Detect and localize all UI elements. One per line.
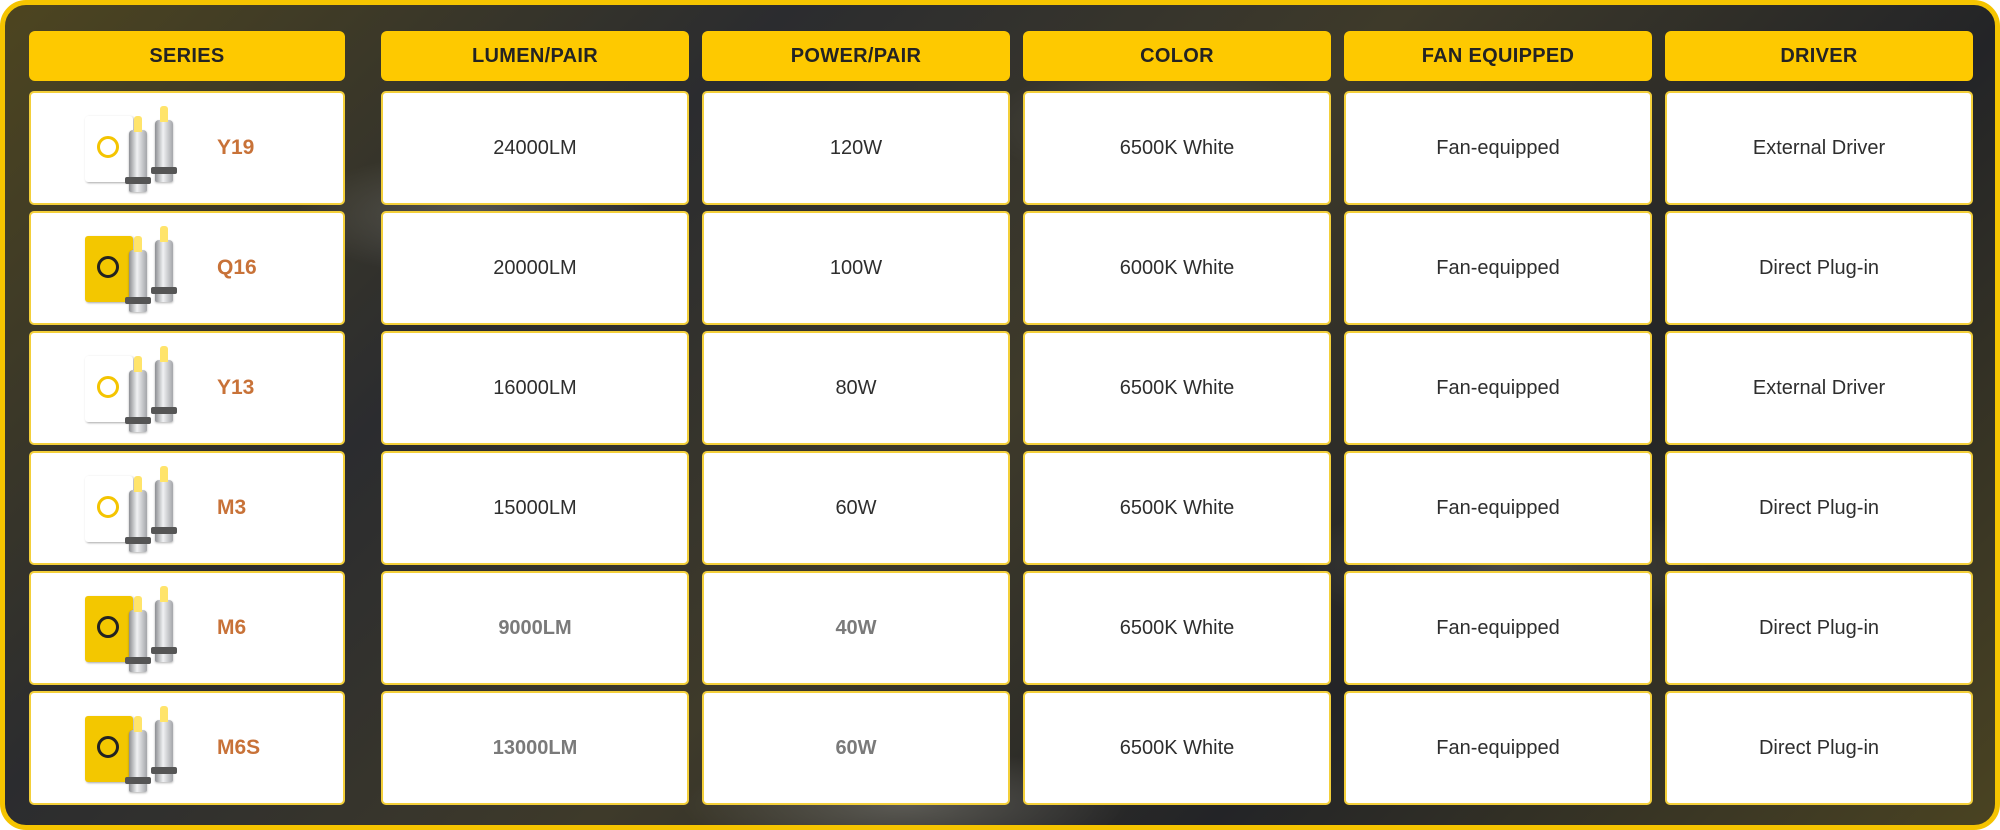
lumen-cell: 16000LM xyxy=(381,331,689,445)
driver-cell: External Driver xyxy=(1665,331,1973,445)
headlight-kit-yellow-box-icon xyxy=(83,698,183,798)
fan-cell: Fan-equipped xyxy=(1344,571,1652,685)
power-cell: 100W xyxy=(702,211,1010,325)
color-cell: 6500K White xyxy=(1023,451,1331,565)
lumen-cell: 13000LM xyxy=(381,691,689,805)
fan-cell: Fan-equipped xyxy=(1344,451,1652,565)
power-cell: 60W xyxy=(702,451,1010,565)
series-cell xyxy=(29,571,345,685)
lumen-cell: 20000LM xyxy=(381,211,689,325)
series-cell xyxy=(29,331,345,445)
fan-cell: Fan-equipped xyxy=(1344,211,1652,325)
fan-cell: Fan-equipped xyxy=(1344,691,1652,805)
header-driver xyxy=(1665,31,1973,81)
power-cell: 120W xyxy=(702,91,1010,205)
driver-cell: Direct Plug-in xyxy=(1665,451,1973,565)
header-lumen-label: LUMEN/PAIR xyxy=(472,44,598,67)
driver-cell: Direct Plug-in xyxy=(1665,211,1973,325)
color-cell: 6500K White xyxy=(1023,91,1331,205)
color-cell: 6000K White xyxy=(1023,211,1331,325)
header-fan-label: FAN EQUIPPED xyxy=(1421,44,1575,67)
lumen-cell: 24000LM xyxy=(381,91,689,205)
driver-cell: Direct Plug-in xyxy=(1665,691,1973,805)
header-series-label: SERIES xyxy=(149,44,225,67)
series-cell xyxy=(29,691,345,805)
fan-cell: Fan-equipped xyxy=(1344,91,1652,205)
power-cell: 60W xyxy=(702,691,1010,805)
header-power-label: POWER/PAIR xyxy=(790,44,922,67)
power-cell: 40W xyxy=(702,571,1010,685)
header-power xyxy=(702,31,1010,81)
series-name: M6 xyxy=(217,616,247,639)
header-color-label: COLOR xyxy=(1140,44,1214,67)
series-cell xyxy=(29,211,345,325)
series-name: Y19 xyxy=(217,136,255,159)
headlight-kit-yellow-box-icon xyxy=(83,578,183,678)
series-cell xyxy=(29,91,345,205)
driver-cell: Direct Plug-in xyxy=(1665,571,1973,685)
headlight-kit-black-box-icon xyxy=(83,338,183,438)
color-cell: 6500K White xyxy=(1023,571,1331,685)
header-fan xyxy=(1344,31,1652,81)
fan-cell: Fan-equipped xyxy=(1344,331,1652,445)
color-cell: 6500K White xyxy=(1023,331,1331,445)
lumen-cell: 9000LM xyxy=(381,571,689,685)
power-cell: 80W xyxy=(702,331,1010,445)
series-cell xyxy=(29,451,345,565)
series-name: Q16 xyxy=(217,256,257,279)
header-series xyxy=(29,31,345,81)
header-driver-label: DRIVER xyxy=(1780,44,1858,67)
header-lumen xyxy=(381,31,689,81)
headlight-kit-yellow-box-icon xyxy=(83,218,183,318)
color-cell: 6500K White xyxy=(1023,691,1331,805)
header-color xyxy=(1023,31,1331,81)
lumen-cell: 15000LM xyxy=(381,451,689,565)
headlight-kit-black-box-icon xyxy=(83,98,183,198)
headlight-kit-black-box-icon xyxy=(83,458,183,558)
series-name: Y13 xyxy=(217,376,255,399)
driver-cell: External Driver xyxy=(1665,91,1973,205)
series-name: M3 xyxy=(217,496,247,519)
series-name: M6S xyxy=(217,736,261,759)
